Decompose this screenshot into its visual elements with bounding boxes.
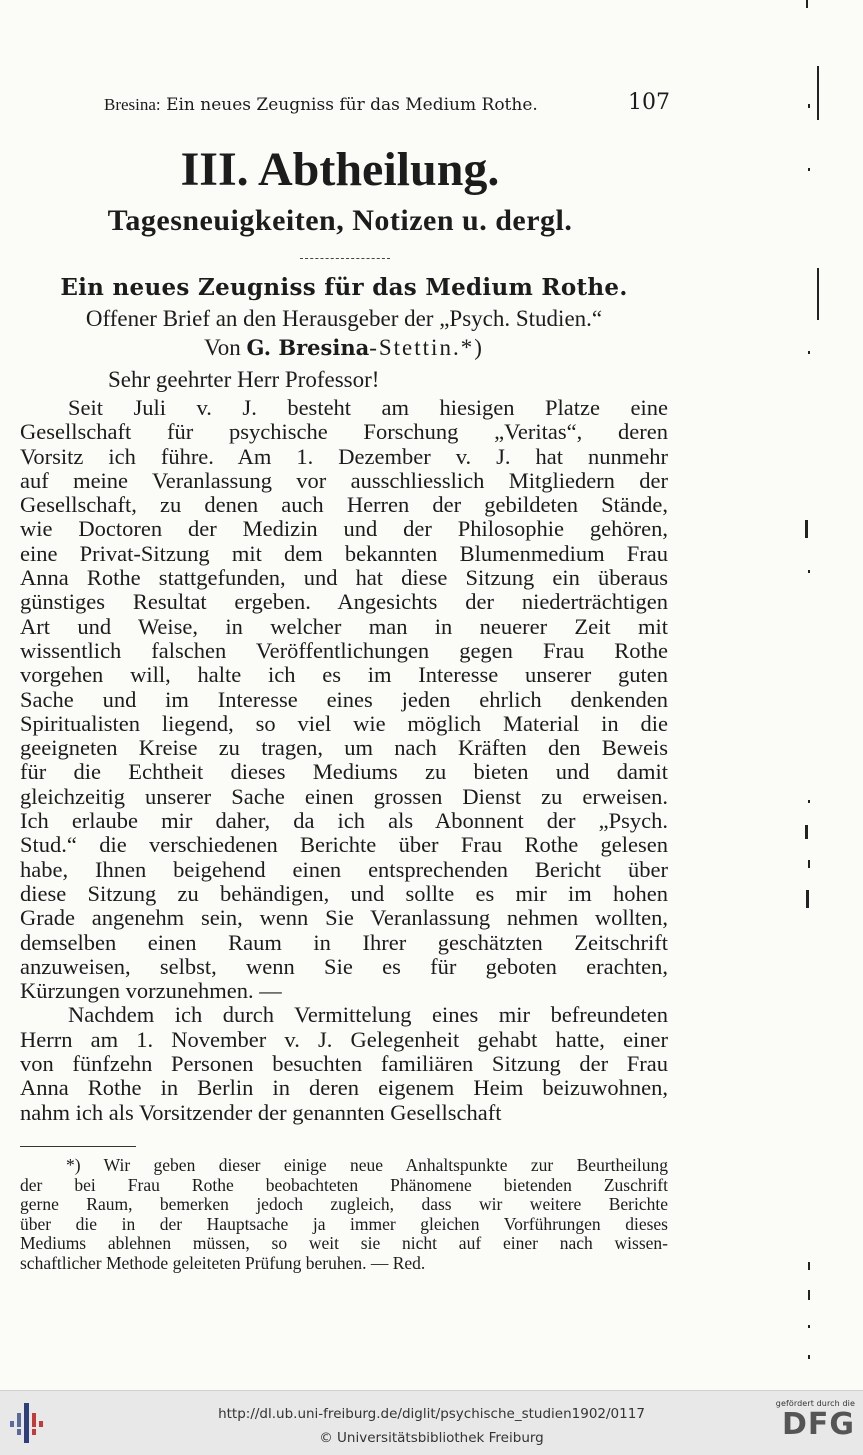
footer-bar: [0, 1390, 863, 1455]
paragraph-2: [20, 1003, 668, 1124]
page-number: 107: [628, 90, 670, 115]
paragraph-1: [20, 396, 668, 1003]
text-line: Kürzungen vorzunehmen. —: [20, 978, 282, 1004]
text-line: Nachdem ich durch Vermittelung eines mir befreundeten: [68, 1002, 668, 1028]
section-title: III. Abtheilung.: [180, 143, 500, 196]
running-head-title: Ein neues Zeugniss für das Medium Rothe.: [166, 95, 538, 115]
byline-prefix: Von: [204, 335, 241, 360]
margin-mark: [808, 1262, 810, 1270]
margin-mark: [805, 825, 808, 839]
text-line: günstiges Resultat ergeben. Angesichts der niederträchtigen: [20, 589, 668, 615]
dfg-logo: [759, 1399, 855, 1449]
margin-mark: [808, 1355, 810, 1359]
text-line: vorgehen will, halte ich es im Interesse unserer guten: [20, 662, 668, 688]
byline-name: G. Bresina: [246, 335, 370, 360]
text-line: Anna Rothe stattgefunden, und hat diese Sitzung ein überaus: [20, 565, 668, 591]
footer-url-link[interactable]: http://dl.ub.uni-freiburg.de/diglit/psychische_studien1902/0117: [218, 1406, 645, 1422]
text-line: Herrn am 1. November v. J. Gelegenheit gehabt hatte, einer: [20, 1026, 668, 1052]
footer-copyright: © Universitätsbibliothek Freiburg: [319, 1430, 544, 1446]
text-line: Ich erlaube mir daher, da ich als Abonnent der „Psych.: [20, 808, 668, 834]
margin-mark: [808, 800, 810, 803]
dfg-caption: gefördert durch die: [775, 1399, 855, 1408]
text-line: auf meine Veranlassung vor ausschliesslich Mitgliedern der: [20, 467, 668, 493]
text-line: Sache und im Interesse eines jeden ehrlich denkenden: [20, 686, 668, 712]
byline-place: -Stettin.*): [369, 335, 484, 360]
text-line: für die Echtheit dieses Mediums zu bieten und damit: [20, 759, 668, 785]
text-line: Gesellschaft für psychische Forschung „Veritas“, deren: [20, 419, 668, 445]
margin-mark: [817, 66, 819, 120]
text-line: wie Doctoren der Medizin und der Philosophie gehören,: [20, 516, 668, 542]
footnote-line: Mediums ablehnen müssen, so weit sie nicht auf einer nach wissen-: [20, 1233, 668, 1254]
text-line: Gesellschaft, zu denen auch Herren der gebildeten Stände,: [20, 492, 668, 518]
margin-mark: [808, 168, 810, 171]
margin-mark: [817, 268, 819, 320]
text-line: Spiritualisten liegend, so viel wie möglich Material in die: [20, 710, 668, 736]
text-line: von fünfzehn Personen besuchten familiären Sitzung der Frau: [20, 1051, 668, 1077]
margin-mark: [808, 351, 810, 354]
footnote-divider: [20, 1146, 136, 1147]
margin-mark: [808, 570, 810, 573]
text-line: demselben einen Raum in Ihrer geschätzten Zeitschrift: [20, 929, 668, 955]
margin-mark: [808, 860, 810, 868]
title-divider: [300, 258, 390, 260]
text-line: Seit Juli v. J. besteht am hiesigen Platze eine: [68, 395, 668, 420]
text-line: habe, Ihnen beigehend einen entsprechenden Bericht über: [20, 856, 668, 882]
running-head: [104, 90, 670, 116]
footnote-line: über die in der Hauptsache ja immer gleichen Vorführungen dieses: [20, 1213, 668, 1234]
article-subtitle: Offener Brief an den Herausgeber der „Psych. Studien.“: [85, 306, 603, 331]
section-subtitle: Tagesneuigkeiten, Notizen u. dergl.: [107, 204, 573, 237]
margin-mark: [808, 104, 810, 108]
text-line: Grade angenehm sein, wenn Sie Veranlassung nehmen wollten,: [20, 905, 668, 931]
article-byline: [20, 334, 668, 362]
text-line: anzuweisen, selbst, wenn Sie es für geboten erachten,: [20, 953, 668, 979]
text-line: geeigneten Kreise zu tragen, um nach Kräften den Beweis: [20, 735, 668, 761]
text-line: Stud.“ die verschiedenen Berichte über Frau Rothe gelesen: [20, 832, 668, 858]
text-line: Art und Weise, in welcher man in neuerer Zeit mit: [20, 613, 668, 639]
footnote-line: der bei Frau Rothe beobachteten Phänomene bietenden Zuschrift: [20, 1174, 668, 1195]
running-head-author: Bresina:: [104, 95, 161, 114]
margin-mark: [805, 520, 808, 538]
text-line: diese Sitzung zu behändigen, und sollte es mir im hohen: [20, 880, 668, 906]
text-line: nahm ich als Vorsitzender der genannten Gesellschaft: [20, 1099, 502, 1125]
margin-mark: [808, 1325, 810, 1328]
body-text: [20, 396, 668, 1125]
text-line: wissentlich falschen Veröffentlichungen gegen Frau Rothe: [20, 637, 668, 663]
text-line: Anna Rothe in Berlin in deren eigenem Heim beizuwohnen,: [20, 1075, 668, 1101]
footnote: [20, 1156, 668, 1274]
margin-mark: [808, 1290, 810, 1300]
margin-mark: [806, 0, 808, 8]
margin-mark: [806, 890, 809, 908]
text-line: Vorsitz ich führe. Am 1. Dezember v. J. hat nunmehr: [20, 443, 668, 469]
salutation: Sehr geehrter Herr Professor!: [108, 367, 380, 392]
footnote-line: gerne Raum, bemerken jedoch zugleich, dass wir weitere Berichte: [20, 1194, 668, 1215]
footnote-line: *) Wir geben dieser einige neue Anhaltspunkte zur Beurtheilung: [66, 1155, 668, 1175]
text-line: gleichzeitig unserer Sache einen grossen Dienst zu erweisen.: [20, 783, 668, 809]
text-line: eine Privat-Sitzung mit dem bekannten Blumenmedium Frau: [20, 540, 668, 566]
dfg-mark: DFG: [781, 1407, 855, 1442]
article-title: Ein neues Zeugniss für das Medium Rothe.: [60, 274, 628, 301]
footnote-line: schaftlicher Methode geleiteten Prüfung beruhen. — Red.: [20, 1252, 426, 1273]
